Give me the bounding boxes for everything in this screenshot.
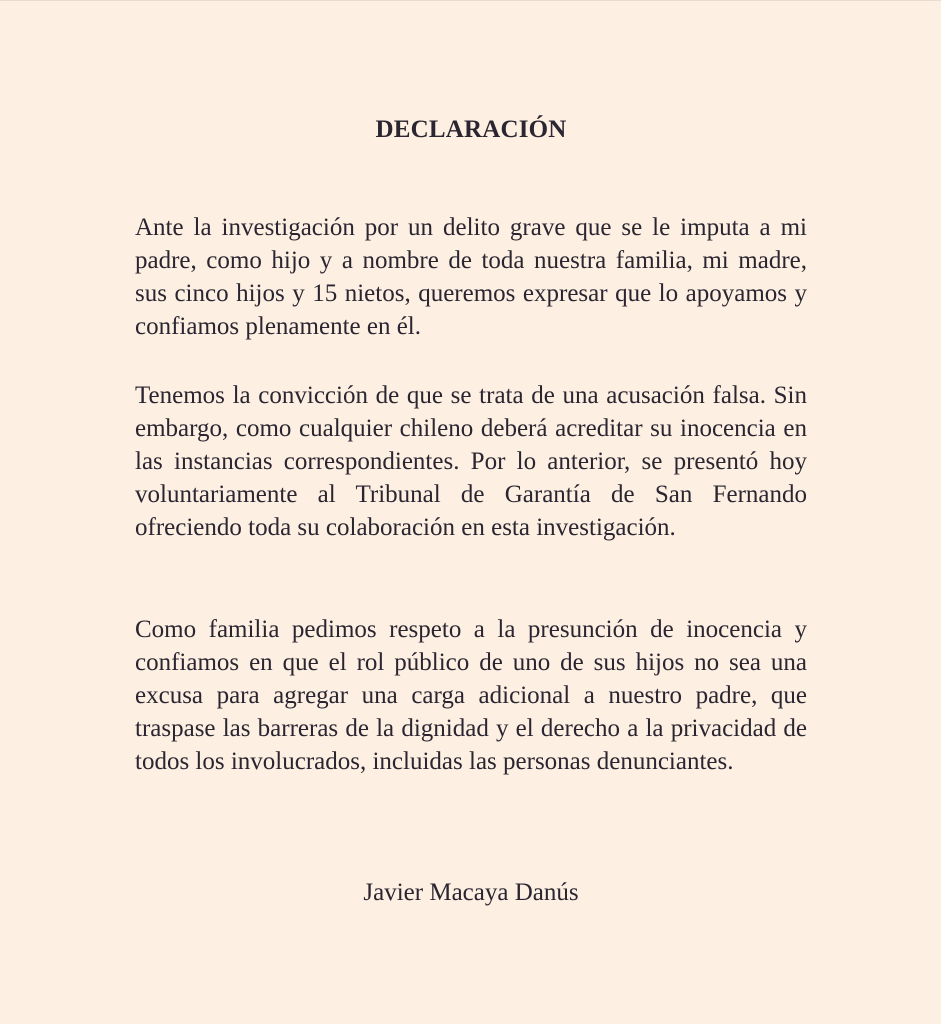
document-title: DECLARACIÓN <box>375 116 567 143</box>
paragraph-2: Tenemos la convicción de que se trata de una acusación falsa. Sin embargo, como cualquier chileno deberá acreditar su inocencia en las instancias correspondientes. Por lo anterior, se presentó hoy voluntariamente al Tribunal de Garantía de San Fernando ofreciendo toda su colaboración en esta investigación. <box>135 382 807 541</box>
paragraph-3: Como familia pedimos respeto a la presunción de inocencia y confiamos en que el rol público de uno de sus hijos no sea una excusa para agregar una carga adicional a nuestro padre, que traspase las barreras de la dignidad y el derecho a la privacidad de todos los involucrados, incluidas las personas denunciantes. <box>135 616 807 775</box>
paragraph-1: Ante la investigación por un delito grave que se le imputa a mi padre, como hijo y a nombre de toda nuestra familia, mi madre, sus cinco hijos y 15 nietos, queremos expresar que lo apoyamos y confiamos plenamente en él. <box>135 214 807 340</box>
top-border <box>0 0 941 1</box>
signature: Javier Macaya Danús <box>363 879 579 906</box>
